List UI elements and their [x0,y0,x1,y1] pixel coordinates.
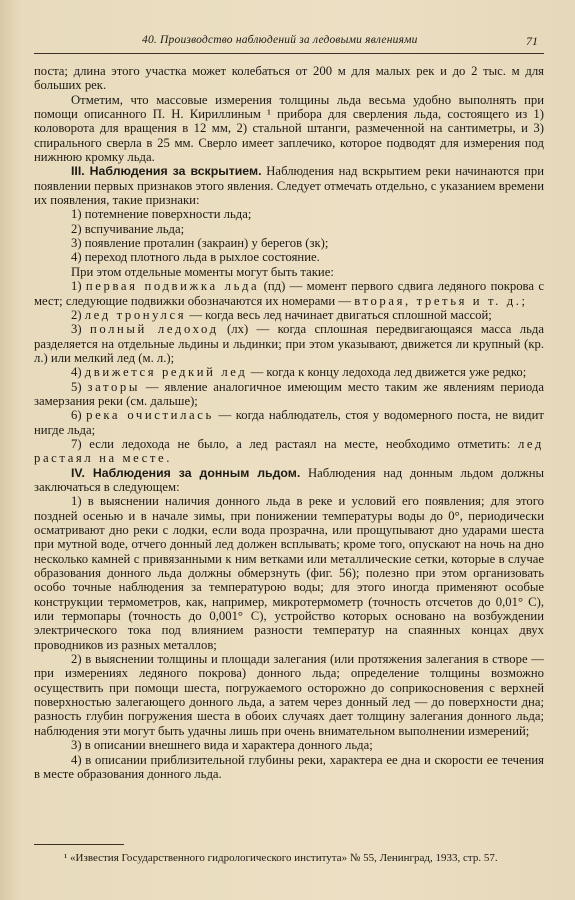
moment-number: 4) [71,365,85,380]
paragraph-continuation: поста; длина этого участка может колебаться от 200 м для малых рек и до 2 тыс. м для больших рек. [34,64,544,93]
moment-term: движется редкий лед [84,365,248,380]
moment-number: 5) [71,379,88,394]
section-heading-breakup: III. Наблюдения за вскрытием. [71,164,262,179]
moment-end: ; [521,293,526,308]
section-bottom-ice-text: Наблюдения над донным льдом должны заключаться в следующем: [34,465,545,494]
footnote-divider [34,844,124,845]
moment-term-secondary: вторая, третья и т. д. [354,293,522,308]
list-item: 4) переход плотного льда в рыхлое состояние. [71,250,320,265]
moment-term: река очистилась [86,408,214,423]
moment-term: заторы [87,379,141,394]
moment-text: — когда весь лед начинает двигаться сплошной массой; [186,307,492,322]
running-head [34,33,544,54]
moment-number: 2) [71,307,85,322]
moment-text: 7) если ледохода не было, а лед растаял на месте, необходимо отметить: [71,436,518,451]
section-heading-bottom-ice: IV. Наблюдения за донным льдом. [71,465,301,480]
moment-number: 6) [71,408,87,423]
moment-item [34,322,544,365]
running-title: 40. Производство наблюдений за ледовыми явлениями [142,34,418,46]
moment-end: . [166,451,170,466]
moment-term: лед растаял на месте [34,436,544,466]
list-item: 2) в выяснении толщины и площади залегания (или протяжения залегания в створе — при измерениях ледяного покрова) донного льда; определение толщины возможно осуществить при помощи шеста, погружаемого осторожно до соприкосновения с верхней поверхностью залегающего донного льда, а затем через донный лед — до поверхности дна; разность глубин погружения шеста в обоих случаях дает толщину залегания донного льда; наблюдения эти могут быть удачны лишь при очень внимательном выполнении измерений; [34,652,544,738]
moment-term: первая подвижка льда [85,279,260,294]
list-item: 3) в описании внешнего вида и характера донного льда; [71,738,373,753]
moment-text: (пд) — момент первого сдвига ледяного покрова с мест; следующие подвижки обозначаются их номерами — [34,279,544,308]
moment-number: 1) [71,279,86,294]
footnote: ¹ «Известия Государственного гидрологического института» № 55, Ленинград, 1933, стр. 57. [64,852,498,864]
moment-term: полный ледоход [89,322,219,337]
moment-item [34,437,544,466]
moment-item [34,365,544,379]
moment-number: 3) [71,322,90,337]
section-bottom-ice [34,466,544,495]
moment-item [34,380,544,409]
moment-item [34,308,544,322]
moment-item [34,408,544,437]
paragraph-ice-drill: Отметим, что массовые измерения толщины льда весьма удобно выполнять при помощи описанного П. Н. Кириллиным ¹ прибора для сверления льда, состоящего из 1) коловорота для вращения в 12 мм, 2) стальной штанги, размеченной на сантиметры, и 3) спирального сверла в 25 мм. Сверло имеет заплечико, которое подводят для измерения под нижнюю кромку льда. [34,92,544,165]
list-item: 1) потемнение поверхности льда; [71,207,252,222]
page-number: 71 [526,34,538,48]
moment-item [34,279,544,308]
body-text [34,64,544,781]
moment-text: — явление аналогичное имеющим место таким же явлениям периода замерзания реки (см. дальше); [34,379,544,408]
section-breakup-text: Наблюдения над вскрытием реки начинаются при появлении первых признаков этого явления. Следует отмечать отдельно, с указанием времени их появления, такие признаки: [34,164,544,208]
moment-term: лед тронулся [84,307,187,322]
moment-text: (лх) — когда сплошная передвигающаяся масса льда разделяется на отдельные льдины и льдинки; при этом указывают, движется ли крупный (кр. л.) или мелкий лед (м. л.); [34,322,545,365]
list-item: 1) в выяснении наличия донного льда в реке и условий его появления; для этого поздней осенью и в начале зимы, при понижении температуры воды до 0°, периодически осматривают дно реки с лодки, если вода прозрачна, или прощупывают дно ударами шеста при мутной воде, отчего донный лед должен всплывать; кроме того, опускают на ночь на дно несколько камней с привязанными к ним ветками или металлические сетки, которые в случае образования донного льда должны обмерзнуть (фиг. 56); полезно при этом организовать особо точные наблюдения за температурою воды; для этого иногда применяют особые конструкции термометров, как, например, микротермометр (точность отсчетов до 0,01° С), или термопары (точность до 0,001° С), устройство которых основано на возбуждении электрического тока под влиянием разности температур на спаянных концах двух проводников из разных металлов; [34,494,544,652]
list-item: 3) появление проталин (закраин) у берегов (зк); [71,236,329,251]
moment-text: — когда наблюдатель, стоя у водомерного поста, не видит нигде льда; [34,408,544,437]
list-item: 2) вспучивание льда; [71,221,185,236]
list-item: 4) в описании приблизительной глубины реки, характера ее дна и скорости ее течения в месте образования донного льда. [34,752,544,781]
moments-intro: При этом отдельные моменты могут быть такие: [71,264,334,279]
section-breakup [34,164,544,207]
moment-text: — когда к концу ледохода лед движется уже редко; [247,365,527,380]
